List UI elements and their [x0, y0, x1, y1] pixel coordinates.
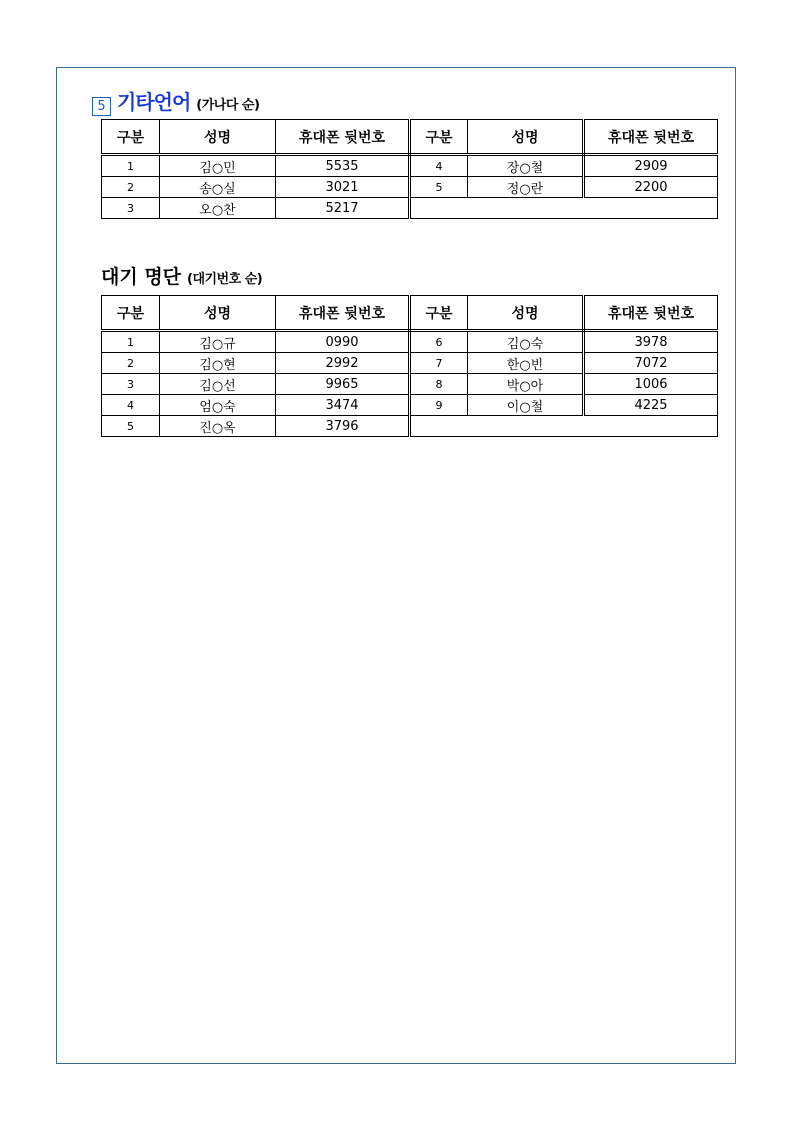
phone-cell: 3978 [584, 331, 718, 353]
column-header: 휴대폰 뒷번호 [584, 120, 718, 155]
name-cell: 김○민 [160, 155, 276, 177]
row-number-cell: 4 [102, 395, 160, 416]
name-cell: 장○철 [468, 155, 584, 177]
row-number-cell: 4 [410, 155, 468, 177]
table-header-row [102, 120, 718, 155]
name-cell: 엄○숙 [160, 395, 276, 416]
name-cell: 김○숙 [468, 331, 584, 353]
row-number-cell: 5 [410, 177, 468, 198]
row-number-cell: 3 [102, 374, 160, 395]
phone-cell: 0990 [276, 331, 410, 353]
name-cell: 이○철 [468, 395, 584, 416]
section-title: 대기 명단 [101, 266, 182, 288]
phone-cell: 2992 [276, 353, 410, 374]
column-header: 휴대폰 뒷번호 [276, 296, 410, 331]
name-cell: 박○아 [468, 374, 584, 395]
empty-cell [410, 416, 718, 437]
table-row [102, 374, 718, 395]
name-cell: 김○규 [160, 331, 276, 353]
column-header: 구분 [410, 120, 468, 155]
phone-cell: 5217 [276, 198, 410, 219]
column-header: 휴대폰 뒷번호 [584, 296, 718, 331]
column-header: 구분 [102, 120, 160, 155]
phone-cell: 5535 [276, 155, 410, 177]
other-languages-table [101, 119, 718, 219]
phone-cell: 9965 [276, 374, 410, 395]
row-number-cell: 6 [410, 331, 468, 353]
section-title-other-languages [92, 86, 259, 115]
phone-cell: 3796 [276, 416, 410, 437]
section-number-box: 5 [92, 97, 111, 116]
name-cell: 김○현 [160, 353, 276, 374]
row-number-cell: 9 [410, 395, 468, 416]
phone-cell: 3474 [276, 395, 410, 416]
column-header: 구분 [102, 296, 160, 331]
phone-cell: 1006 [584, 374, 718, 395]
table-row [102, 331, 718, 353]
column-header: 휴대폰 뒷번호 [276, 120, 410, 155]
table-row [102, 416, 718, 437]
row-number-cell: 1 [102, 331, 160, 353]
table-row [102, 198, 718, 219]
row-number-cell: 7 [410, 353, 468, 374]
table-row [102, 155, 718, 177]
column-header: 성명 [468, 296, 584, 331]
section-subtitle: (대기번호 순) [187, 272, 263, 287]
name-cell: 오○찬 [160, 198, 276, 219]
waitlist-table [101, 295, 718, 437]
name-cell: 정○란 [468, 177, 584, 198]
section-title-waitlist [101, 262, 262, 289]
row-number-cell: 5 [102, 416, 160, 437]
section-title: 기타언어 [117, 90, 191, 114]
name-cell: 진○옥 [160, 416, 276, 437]
row-number-cell: 8 [410, 374, 468, 395]
phone-cell: 2200 [584, 177, 718, 198]
row-number-cell: 2 [102, 177, 160, 198]
row-number-cell: 3 [102, 198, 160, 219]
name-cell: 김○선 [160, 374, 276, 395]
phone-cell: 3021 [276, 177, 410, 198]
table-row [102, 395, 718, 416]
name-cell: 송○실 [160, 177, 276, 198]
row-number-cell: 2 [102, 353, 160, 374]
row-number-cell: 1 [102, 155, 160, 177]
phone-cell: 7072 [584, 353, 718, 374]
name-cell: 한○빈 [468, 353, 584, 374]
table-row [102, 353, 718, 374]
phone-cell: 2909 [584, 155, 718, 177]
empty-cell [410, 198, 718, 219]
section-subtitle: (가나다 순) [196, 98, 260, 113]
column-header: 성명 [468, 120, 584, 155]
column-header: 성명 [160, 296, 276, 331]
column-header: 구분 [410, 296, 468, 331]
phone-cell: 4225 [584, 395, 718, 416]
table-row [102, 177, 718, 198]
column-header: 성명 [160, 120, 276, 155]
table-header-row [102, 296, 718, 331]
